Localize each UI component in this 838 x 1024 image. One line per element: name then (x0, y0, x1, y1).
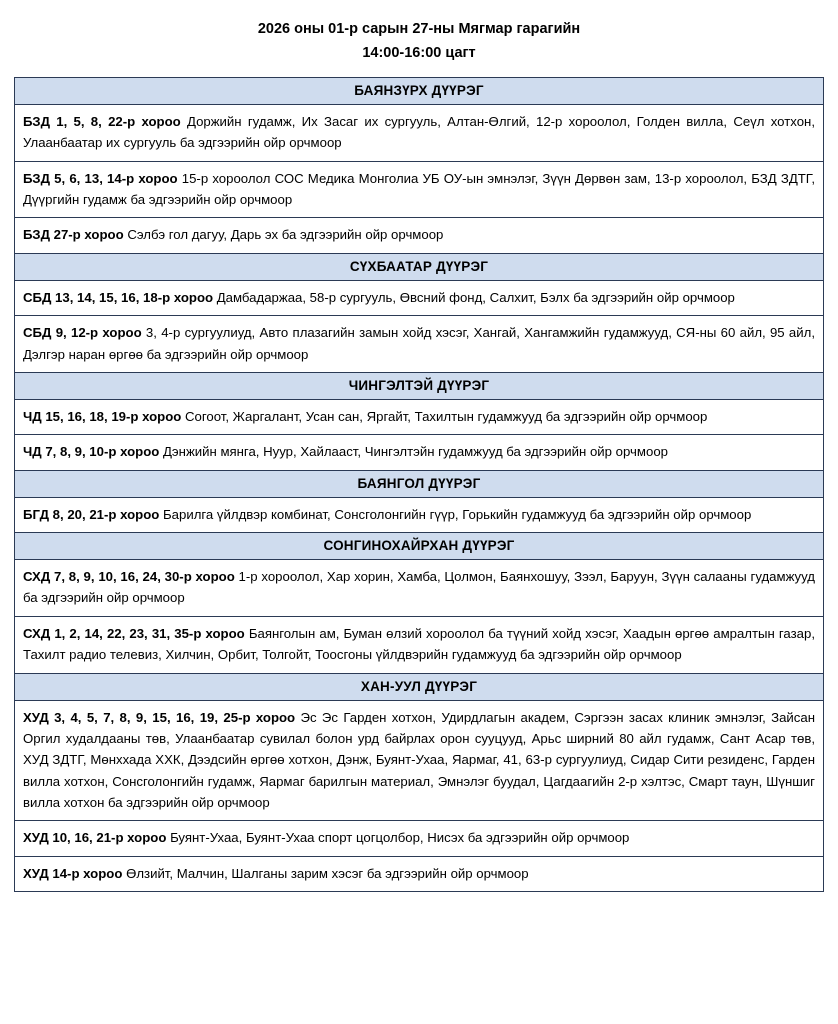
area-description: 1-р хороолол, Хар хорин, Хамба, Цолмон, Баянхошуу, Зээл, Баруун, Зүүн салааны гудамжууд ба эдгээрийн ойр орчмоор (23, 569, 815, 606)
khoroo-label: СБД 9, 12-р хороо (23, 325, 142, 341)
entry-cell (15, 399, 824, 434)
entry-cell (15, 161, 824, 218)
table-row (15, 856, 824, 891)
district-header-row (15, 372, 824, 399)
khoroo-label: ХУД 14-р хороо (23, 865, 123, 881)
khoroo-label: БЗД 1, 5, 8, 22-р хороо (23, 113, 181, 129)
table-row (15, 399, 824, 434)
district-header-row (15, 77, 824, 104)
entry-cell (15, 560, 824, 617)
table-row (15, 218, 824, 253)
entry-cell (15, 316, 824, 373)
khoroo-label: ХУД 10, 16, 21-р хороо (23, 830, 167, 846)
schedule-table (14, 77, 824, 892)
schedule-table-body (15, 77, 824, 891)
khoroo-label: СБД 13, 14, 15, 16, 18-р хороо (23, 289, 214, 305)
table-row (15, 161, 824, 218)
khoroo-label: СХД 1, 2, 14, 22, 23, 31, 35-р хороо (23, 625, 245, 641)
table-row (15, 435, 824, 470)
entry-cell (15, 218, 824, 253)
district-name: ХАН-УУЛ ДҮҮРЭГ (15, 673, 824, 700)
area-description: Доржийн гудамж, Их Засаг их сургууль, Алтан-Өлгий, 12-р хороолол, Голден вилла, Сеүл хотхон, Улаанбаатар их сургууль ба эдгээрийн ойр орчмоор (23, 113, 815, 151)
khoroo-label: ЧД 15, 16, 18, 19-р хороо (23, 408, 182, 424)
entry-cell (15, 435, 824, 470)
area-description: Дамбадаржаа, 58-р сургууль, Өвсний фонд, Салхит, Бэлх ба эдгээрийн ойр орчмоор (216, 289, 735, 305)
table-row (15, 616, 824, 673)
khoroo-label: БЗД 27-р хороо (23, 227, 124, 243)
table-row (15, 700, 824, 821)
district-header-row (15, 253, 824, 280)
entry-cell (15, 497, 824, 532)
district-header-row (15, 533, 824, 560)
district-name: БАЯНЗҮРХ ДҮҮРЭГ (15, 77, 824, 104)
entry-cell (15, 856, 824, 891)
table-row (15, 104, 824, 161)
khoroo-label: СХД 7, 8, 9, 10, 16, 24, 30-р хороо (23, 569, 235, 585)
district-name: БАЯНГОЛ ДҮҮРЭГ (15, 470, 824, 497)
area-description: Буянт-Ухаа, Буянт-Ухаа спорт цогцолбор, Нисэх ба эдгээрийн ойр орчмоор (170, 830, 630, 846)
area-description: 15-р хороолол СОС Медика Монголиа УБ ОУ-ын эмнэлэг, Зүүн Дөрвөн зам, 13-р хороолол, БЗД ЗДТГ, Дүүргийн гудамж ба эдгээрийн ойр орчмоор (23, 170, 815, 208)
entry-cell (15, 280, 824, 315)
area-description: Сэлбэ гол дагуу, Дарь эх ба эдгээрийн ойр орчмоор (127, 227, 444, 243)
page-subtitle: 14:00-16:00 цагт (362, 45, 476, 62)
district-name: СОНГИНОХАЙРХАН ДҮҮРЭГ (15, 533, 824, 560)
table-row (15, 821, 824, 856)
area-description: Барилга үйлдвэр комбинат, Сонсголонгийн гүүр, Горькийн гудамжууд ба эдгээрийн ойр орчмоор (163, 506, 752, 522)
khoroo-label: БГД 8, 20, 21-р хороо (23, 506, 160, 522)
entry-cell (15, 104, 824, 161)
area-description: Дэнжийн мянга, Нуур, Хайлааст, Чингэлтэйн гудамжууд ба эдгээрийн ойр орчмоор (163, 444, 668, 460)
area-description: Өлзийт, Малчин, Шалганы зарим хэсэг ба эдгээрийн ойр орчмоор (126, 865, 529, 881)
page-title: 2026 оны 01-р сарын 27-ны Мягмар гарагийн (257, 21, 581, 37)
khoroo-label: БЗД 5, 6, 13, 14-р хороо (23, 170, 178, 186)
entry-cell (15, 700, 824, 821)
area-description: Согоот, Жаргалант, Усан сан, Яргайт, Тахилтын гудамжууд ба эдгээрийн ойр орчмоор (185, 408, 708, 424)
table-row (15, 280, 824, 315)
district-name: СҮХБААТАР ДҮҮРЭГ (15, 253, 824, 280)
area-description: Баянголын ам, Буман өлзий хороолол ба түүний хойд хэсэг, Хаадын өргөө амралтын газар, Тахилт радио телевиз, Хилчин, Орбит, Толгойт, Тоосгоны үйлдвэрийн гудамжууд ба эдгээрийн ойр орчмоор (23, 625, 815, 663)
district-header-row (15, 470, 824, 497)
table-row (15, 316, 824, 373)
entry-cell (15, 616, 824, 673)
khoroo-label: ХУД 3, 4, 5, 7, 8, 9, 15, 16, 19, 25-р хороо (23, 709, 296, 725)
area-description: 3, 4-р сургуулиуд, Авто плазагийн замын хойд хэсэг, Хангай, Хангамжийн гудамжууд, СЯ-ны 60 айл, 95 айл, Дэлгэр наран өргөө ба эдгээрийн ойр орчмоор (23, 325, 815, 362)
table-row (15, 560, 824, 617)
area-description: Эс Эс Гарден хотхон, Удирдлагын академ, Сэргээн засах клиник эмнэлэг, Зайсан Оргил худалдааны төв, Улаанбаатар сувилал болон урд байрлах орон сууцууд, Арьс ширний 80 айл гудамж, Сант Асар төв, ХУД ЗДТГ, Мөнххада ХХК, Дээдсийн өргөө хотхон, Дэнж, Буянт-Ухаа, Яармаг, 41, 63-р сургуулиуд, Сидар Сити резиденс, Гарден вилла хотхон, Сонсголонгийн гудамж, Яармаг барилгын материал, Эмнэлэг буудал, Цагдаагийн 2-р хэлтэс, Смарт таун, Шүншиг вилла хотхон ба эдгээрийн ойр орчмоор (23, 709, 815, 811)
table-row (15, 497, 824, 532)
district-name: ЧИНГЭЛТЭЙ ДҮҮРЭГ (15, 372, 824, 399)
khoroo-label: ЧД 7, 8, 9, 10-р хороо (23, 444, 160, 460)
entry-cell (15, 821, 824, 856)
district-header-row (15, 673, 824, 700)
